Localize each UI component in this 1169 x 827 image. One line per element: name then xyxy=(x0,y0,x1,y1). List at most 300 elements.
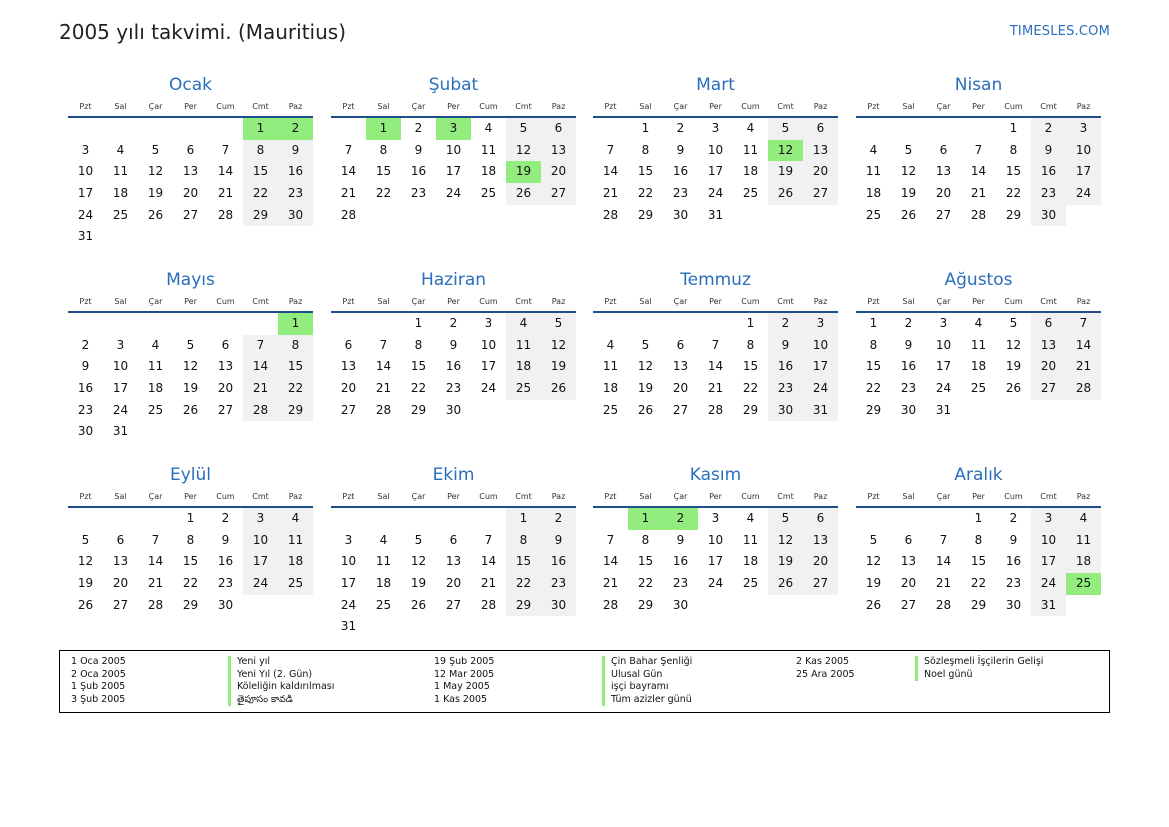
day-cell: 24 xyxy=(707,186,724,201)
weekday-header xyxy=(856,488,1101,508)
day-cell: 3 xyxy=(711,121,720,135)
day-cell: 2 xyxy=(1009,511,1018,525)
day-cell: 3 xyxy=(116,337,125,352)
day-cell: 15 xyxy=(375,164,392,179)
weekday-label: Sal xyxy=(114,492,127,501)
empty-cell xyxy=(506,205,541,227)
day-cell: 12 xyxy=(900,164,917,179)
day-cell: 12 xyxy=(1005,337,1022,352)
day-cell: 3 xyxy=(1066,118,1101,140)
empty-cell xyxy=(103,118,138,140)
weekday-label: Cmt xyxy=(252,102,269,111)
day-cell: 13 xyxy=(672,359,689,374)
day-cell: 19 xyxy=(410,576,427,591)
empty-cell xyxy=(243,226,278,248)
day-cell: 2 xyxy=(768,313,803,335)
day-cell: 25 xyxy=(480,186,497,201)
weekday-label: Sal xyxy=(902,297,915,306)
day-cell: 3 xyxy=(803,313,838,335)
day-cell: 24 xyxy=(445,186,462,201)
day-cell: 25 xyxy=(970,381,987,396)
day-cell: 3 xyxy=(243,508,278,530)
weekday-label: Per xyxy=(447,492,460,501)
day-cell: 16 xyxy=(217,554,234,569)
empty-cell xyxy=(541,205,576,227)
empty-cell xyxy=(243,313,278,335)
day-cell: 23 xyxy=(445,381,462,396)
weekday-header xyxy=(68,488,313,508)
empty-cell xyxy=(173,313,208,335)
weekday-label: Cmt xyxy=(1040,492,1057,501)
empty-cell xyxy=(471,400,506,422)
day-cell: 30 xyxy=(1005,597,1022,612)
day-cell: 28 xyxy=(602,597,619,612)
legend-date: 1 Şub 2005 xyxy=(71,681,126,693)
day-cell: 15 xyxy=(970,554,987,569)
day-cell: 23 xyxy=(672,186,689,201)
weekday-label: Per xyxy=(972,102,985,111)
day-cell: 3 xyxy=(344,532,353,547)
empty-cell xyxy=(698,313,733,335)
empty-cell xyxy=(331,508,366,530)
day-cell: 23 xyxy=(217,576,234,591)
day-cell: 13 xyxy=(935,164,952,179)
day-cell: 8 xyxy=(506,530,541,552)
weekday-label: Cmt xyxy=(777,102,794,111)
weekday-header xyxy=(68,293,313,313)
legend-date: 3 Şub 2005 xyxy=(71,693,126,705)
weekday-label: Sal xyxy=(639,102,652,111)
weekday-header xyxy=(331,293,576,313)
day-cell: 27 xyxy=(672,402,689,417)
empty-cell xyxy=(471,616,506,638)
empty-cell xyxy=(471,205,506,227)
day-cell: 9 xyxy=(676,142,685,157)
day-cell: 18 xyxy=(506,356,541,378)
day-cell: 15 xyxy=(410,359,427,374)
day-cell: 26 xyxy=(768,573,803,595)
day-cell: 7 xyxy=(606,142,615,157)
weekday-label: Cmt xyxy=(1040,102,1057,111)
day-cell: 6 xyxy=(221,337,230,352)
day-cell: 5 xyxy=(414,532,423,547)
day-cell: 17 xyxy=(707,164,724,179)
day-cell: 29 xyxy=(865,402,882,417)
day-cell: 24 xyxy=(480,381,497,396)
empty-cell xyxy=(138,313,173,335)
day-cell: 13 xyxy=(803,140,838,162)
weekday-label: Sal xyxy=(377,492,390,501)
empty-cell xyxy=(278,421,313,443)
day-cell: 20 xyxy=(112,576,129,591)
month-3 xyxy=(593,72,838,226)
day-cell: 22 xyxy=(410,381,427,396)
day-cell: 15 xyxy=(1005,164,1022,179)
day-cell: 11 xyxy=(375,554,392,569)
day-cell: 21 xyxy=(375,381,392,396)
day-cell: 1 xyxy=(746,316,755,330)
day-cell: 29 xyxy=(1005,207,1022,222)
day-cell: 25 xyxy=(865,207,882,222)
day-cell: 19 xyxy=(768,161,803,183)
day-cell: 4 xyxy=(869,142,878,157)
empty-cell xyxy=(138,508,173,530)
empty-cell xyxy=(436,616,471,638)
day-cell: 15 xyxy=(865,359,882,374)
month-1 xyxy=(68,72,313,248)
weekday-label: Per xyxy=(709,297,722,306)
day-cell: 21 xyxy=(340,186,357,201)
day-cell: 22 xyxy=(637,186,654,201)
weekday-label: Sal xyxy=(902,102,915,111)
day-cell: 1 xyxy=(974,511,983,525)
empty-cell xyxy=(138,421,173,443)
day-cell: 16 xyxy=(278,161,313,183)
legend-dates-2 xyxy=(434,656,494,706)
day-cell: 2 xyxy=(663,508,698,530)
day-cell: 6 xyxy=(939,142,948,157)
day-cell: 13 xyxy=(803,530,838,552)
weekday-label: Paz xyxy=(813,492,828,501)
day-cell: 26 xyxy=(541,378,576,400)
day-cell: 1 xyxy=(186,511,195,525)
day-cell: 22 xyxy=(375,186,392,201)
weekday-label: Sal xyxy=(114,102,127,111)
day-cell: 22 xyxy=(742,381,759,396)
day-cell: 31 xyxy=(935,402,952,417)
day-cell: 26 xyxy=(1005,381,1022,396)
day-cell: 14 xyxy=(970,164,987,179)
weekday-label: Paz xyxy=(1076,492,1091,501)
day-cell: 6 xyxy=(1031,313,1066,335)
empty-cell xyxy=(733,595,768,617)
empty-cell xyxy=(366,313,401,335)
day-grid xyxy=(68,508,313,616)
day-cell: 28 xyxy=(602,207,619,222)
day-cell: 27 xyxy=(217,402,234,417)
weekday-label: Paz xyxy=(813,297,828,306)
day-cell: 16 xyxy=(541,551,576,573)
day-cell: 21 xyxy=(480,576,497,591)
day-cell: 4 xyxy=(974,316,983,330)
day-cell: 10 xyxy=(480,337,497,352)
day-cell: 21 xyxy=(1066,356,1101,378)
day-cell: 17 xyxy=(445,164,462,179)
day-cell: 20 xyxy=(803,551,838,573)
day-cell: 13 xyxy=(340,359,357,374)
weekday-label: Çar xyxy=(936,297,951,306)
day-cell: 30 xyxy=(217,597,234,612)
day-cell: 25 xyxy=(742,576,759,591)
weekday-label: Cum xyxy=(741,102,760,111)
empty-cell xyxy=(593,313,628,335)
day-cell: 1 xyxy=(641,121,650,135)
weekday-label: Per xyxy=(184,102,197,111)
day-cell: 4 xyxy=(506,313,541,335)
day-cell: 25 xyxy=(506,378,541,400)
day-cell: 5 xyxy=(186,337,195,352)
month-5 xyxy=(68,267,313,443)
day-cell: 15 xyxy=(182,554,199,569)
weekday-label: Paz xyxy=(551,492,566,501)
weekday-label: Çar xyxy=(411,492,426,501)
empty-cell xyxy=(208,421,243,443)
month-name: Ağustos xyxy=(944,270,1013,290)
weekday-label: Pzt xyxy=(867,102,880,111)
day-cell: 19 xyxy=(1005,359,1022,374)
weekday-label: Çar xyxy=(148,297,163,306)
day-cell: 30 xyxy=(541,595,576,617)
empty-cell xyxy=(138,118,173,140)
weekday-label: Cmt xyxy=(1040,297,1057,306)
day-cell: 25 xyxy=(742,186,759,201)
empty-cell xyxy=(278,595,313,617)
day-cell: 2 xyxy=(676,121,685,135)
month-name: Ocak xyxy=(169,75,212,95)
day-cell: 18 xyxy=(742,164,759,179)
day-cell: 3 xyxy=(436,118,471,140)
empty-cell xyxy=(926,508,961,530)
weekday-label: Cum xyxy=(479,297,498,306)
day-cell: 8 xyxy=(641,142,650,157)
day-cell: 6 xyxy=(803,508,838,530)
day-cell: 24 xyxy=(340,597,357,612)
empty-cell xyxy=(103,508,138,530)
day-cell: 26 xyxy=(637,402,654,417)
day-cell: 18 xyxy=(742,554,759,569)
weekday-label: Sal xyxy=(639,492,652,501)
day-cell: 20 xyxy=(541,161,576,183)
weekday-label: Per xyxy=(972,297,985,306)
day-cell: 28 xyxy=(217,207,234,222)
day-cell: 7 xyxy=(484,532,493,547)
day-cell: 1 xyxy=(869,316,878,330)
weekday-header xyxy=(856,293,1101,313)
day-cell: 13 xyxy=(217,359,234,374)
day-cell: 2 xyxy=(541,508,576,530)
empty-cell xyxy=(366,508,401,530)
day-cell: 10 xyxy=(340,554,357,569)
day-cell: 31 xyxy=(340,619,357,634)
day-cell: 2 xyxy=(414,121,423,135)
empty-cell xyxy=(803,205,838,227)
day-cell: 11 xyxy=(742,142,759,157)
day-cell: 17 xyxy=(1031,551,1066,573)
day-cell: 21 xyxy=(243,378,278,400)
empty-cell xyxy=(593,508,628,530)
day-cell: 18 xyxy=(147,381,164,396)
legend-holiday: Çin Bahar Şenliği xyxy=(602,656,692,669)
day-cell: 3 xyxy=(1031,508,1066,530)
day-cell: 1 xyxy=(278,313,313,335)
weekday-label: Cmt xyxy=(252,297,269,306)
day-cell: 6 xyxy=(186,142,195,157)
legend-names-2 xyxy=(602,656,692,706)
day-cell: 29 xyxy=(278,400,313,422)
day-cell: 1 xyxy=(628,508,663,530)
weekday-label: Per xyxy=(447,102,460,111)
day-cell: 25 xyxy=(375,597,392,612)
day-cell: 28 xyxy=(1066,378,1101,400)
day-cell: 12 xyxy=(506,140,541,162)
weekday-label: Cum xyxy=(216,492,235,501)
day-cell: 18 xyxy=(480,164,497,179)
day-cell: 24 xyxy=(707,576,724,591)
legend-holiday: Sözleşmeli İşçilerin Gelişi xyxy=(915,656,1043,669)
day-cell: 31 xyxy=(112,424,129,439)
day-cell: 5 xyxy=(768,118,803,140)
weekday-label: Paz xyxy=(551,297,566,306)
day-cell: 10 xyxy=(707,142,724,157)
day-cell: 12 xyxy=(637,359,654,374)
weekday-label: Pzt xyxy=(342,102,355,111)
day-cell: 23 xyxy=(672,576,689,591)
weekday-label: Pzt xyxy=(79,297,92,306)
day-cell: 18 xyxy=(375,576,392,591)
day-cell: 27 xyxy=(182,207,199,222)
weekday-label: Per xyxy=(184,492,197,501)
day-cell: 16 xyxy=(1005,554,1022,569)
empty-cell xyxy=(856,118,891,140)
day-cell: 29 xyxy=(506,595,541,617)
day-cell: 19 xyxy=(541,356,576,378)
month-name: Mart xyxy=(696,75,735,95)
day-cell: 17 xyxy=(707,554,724,569)
weekday-label: Sal xyxy=(639,297,652,306)
day-cell: 11 xyxy=(742,532,759,547)
day-grid xyxy=(331,508,576,638)
day-cell: 25 xyxy=(147,402,164,417)
day-cell: 27 xyxy=(112,597,129,612)
day-cell: 12 xyxy=(768,530,803,552)
day-cell: 23 xyxy=(1031,183,1066,205)
day-cell: 6 xyxy=(116,532,125,547)
day-cell: 31 xyxy=(77,229,94,244)
legend-holiday: Yeni yıl xyxy=(228,656,334,669)
day-cell: 15 xyxy=(742,359,759,374)
weekday-label: Cum xyxy=(216,297,235,306)
day-grid xyxy=(331,118,576,226)
day-cell: 9 xyxy=(768,335,803,357)
day-cell: 12 xyxy=(182,359,199,374)
day-cell: 29 xyxy=(410,402,427,417)
day-cell: 27 xyxy=(900,597,917,612)
day-cell: 18 xyxy=(865,186,882,201)
weekday-header xyxy=(68,98,313,118)
day-grid xyxy=(856,313,1101,421)
day-cell: 19 xyxy=(900,186,917,201)
empty-cell xyxy=(628,313,663,335)
weekday-header xyxy=(593,293,838,313)
day-cell: 30 xyxy=(672,207,689,222)
weekday-label: Çar xyxy=(673,297,688,306)
site-link[interactable]: TIMESLES.COM xyxy=(1009,24,1110,39)
day-cell: 26 xyxy=(182,402,199,417)
day-cell: 10 xyxy=(1066,140,1101,162)
day-cell: 10 xyxy=(112,359,129,374)
weekday-header xyxy=(331,98,576,118)
day-cell: 1 xyxy=(243,118,278,140)
day-cell: 20 xyxy=(445,576,462,591)
weekday-label: Çar xyxy=(148,102,163,111)
day-cell: 21 xyxy=(602,576,619,591)
day-cell: 16 xyxy=(410,164,427,179)
weekday-label: Pzt xyxy=(604,297,617,306)
empty-cell xyxy=(1066,595,1101,617)
month-name: Aralık xyxy=(954,465,1003,485)
day-cell: 26 xyxy=(77,597,94,612)
day-cell: 11 xyxy=(112,164,129,179)
day-cell: 7 xyxy=(974,142,983,157)
month-11 xyxy=(593,462,838,616)
empty-cell xyxy=(278,226,313,248)
day-cell: 20 xyxy=(900,576,917,591)
weekday-label: Cum xyxy=(216,102,235,111)
day-cell: 2 xyxy=(81,337,90,352)
month-12 xyxy=(856,462,1101,616)
legend-holiday: Yeni Yıl (2. Gün) xyxy=(228,669,334,682)
month-9 xyxy=(68,462,313,616)
day-cell: 22 xyxy=(1005,186,1022,201)
day-cell: 6 xyxy=(449,532,458,547)
day-cell: 27 xyxy=(541,183,576,205)
day-cell: 9 xyxy=(1009,532,1018,547)
day-cell: 4 xyxy=(746,511,755,525)
day-cell: 17 xyxy=(112,381,129,396)
empty-cell xyxy=(366,616,401,638)
day-cell: 11 xyxy=(278,530,313,552)
day-cell: 10 xyxy=(445,142,462,157)
day-cell: 31 xyxy=(1031,595,1066,617)
day-cell: 3 xyxy=(81,142,90,157)
day-cell: 4 xyxy=(379,532,388,547)
day-cell: 8 xyxy=(974,532,983,547)
empty-cell xyxy=(208,313,243,335)
month-name: Şubat xyxy=(428,75,479,95)
empty-cell xyxy=(996,400,1031,422)
day-cell: 3 xyxy=(484,316,493,330)
day-cell: 28 xyxy=(147,597,164,612)
day-cell: 16 xyxy=(1031,161,1066,183)
empty-cell xyxy=(961,400,996,422)
day-cell: 15 xyxy=(278,356,313,378)
empty-cell xyxy=(541,616,576,638)
day-cell: 1 xyxy=(366,118,401,140)
empty-cell xyxy=(138,226,173,248)
day-cell: 19 xyxy=(637,381,654,396)
day-cell: 22 xyxy=(865,381,882,396)
weekday-label: Cum xyxy=(741,297,760,306)
month-name: Mayıs xyxy=(166,270,215,290)
day-cell: 30 xyxy=(672,597,689,612)
day-cell: 9 xyxy=(541,530,576,552)
day-cell: 26 xyxy=(147,207,164,222)
weekday-label: Sal xyxy=(902,492,915,501)
weekday-label: Paz xyxy=(813,102,828,111)
day-cell: 11 xyxy=(480,142,497,157)
weekday-label: Çar xyxy=(411,297,426,306)
day-cell: 7 xyxy=(243,335,278,357)
day-cell: 23 xyxy=(900,381,917,396)
day-cell: 31 xyxy=(803,400,838,422)
weekday-header xyxy=(593,488,838,508)
day-cell: 10 xyxy=(803,335,838,357)
day-cell: 12 xyxy=(410,554,427,569)
legend-date: 1 Kas 2005 xyxy=(434,693,488,705)
day-cell: 22 xyxy=(970,576,987,591)
day-cell: 20 xyxy=(935,186,952,201)
day-cell: 5 xyxy=(151,142,160,157)
